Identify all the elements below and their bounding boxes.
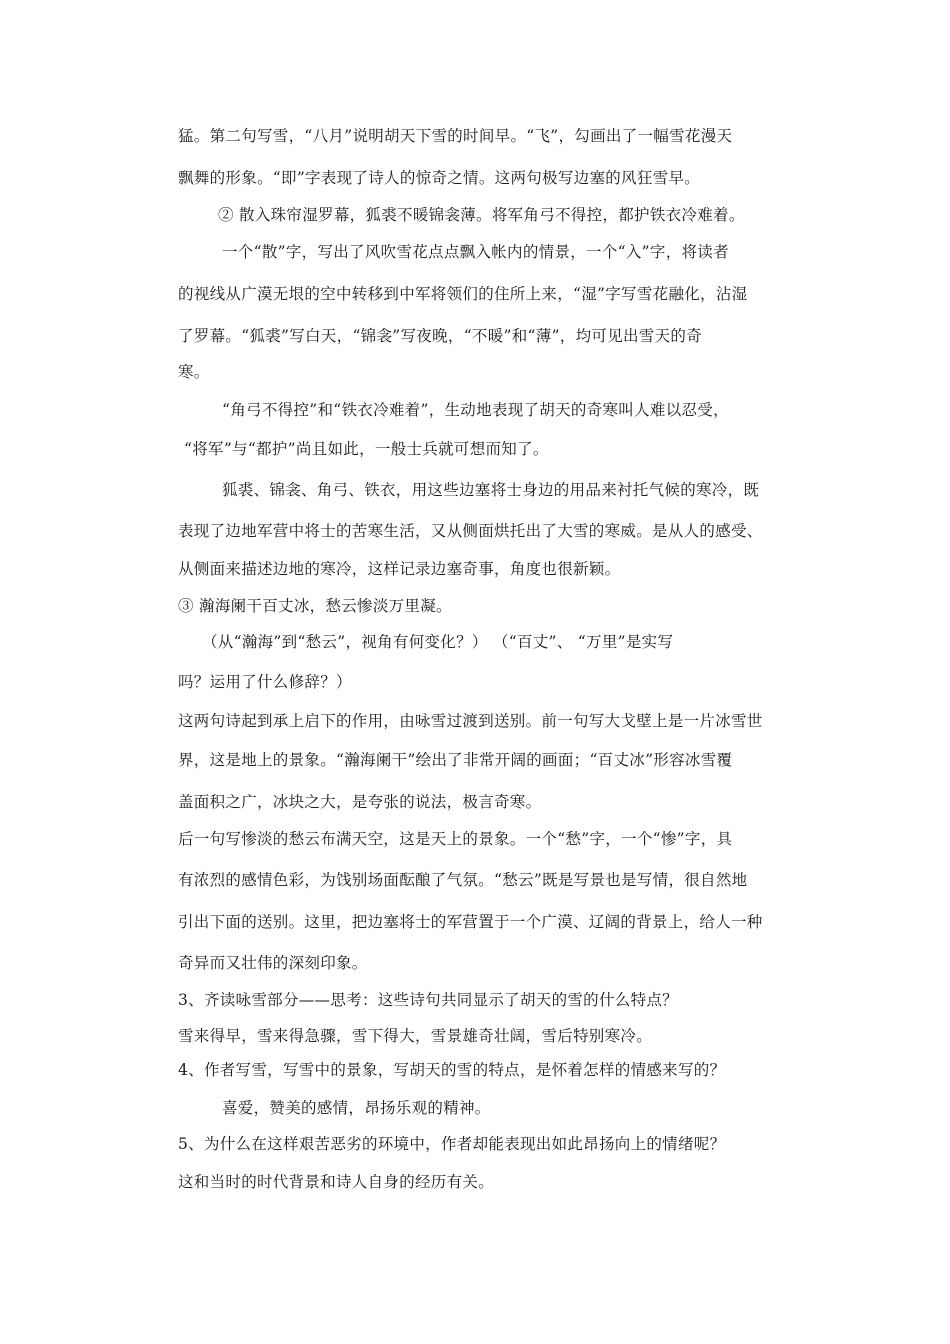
question-4: 4、作者写雪，写雪中的景象，写胡天的雪的特点，是怀着怎样的情感来写的？ (178, 1061, 726, 1079)
answer-3: 雪来得早，雪来得急骤，雪下得大，雪景雄奇壮阔，雪后特别寒冷。 (178, 1027, 653, 1045)
paragraph-line: 表现了边地军营中将士的苦寒生活，又从侧面烘托出了大雪的寒威。是从人的感受、 (178, 522, 763, 540)
question-line: 吗？运用了什么修辞？） (178, 673, 352, 691)
paragraph-line: 奇异而又壮伟的深刻印象。 (178, 954, 368, 972)
paragraph-line: 引出下面的送别。这里，把边塞将士的军营置于一个广漠、辽阔的背景上，给人一种 (178, 913, 763, 931)
paragraph-line: 后一句写惨淡的愁云布满天空，这是天上的景象。一个“愁”字，一个“惨”字，具 (178, 830, 733, 848)
paragraph-line: 寒。 (178, 363, 210, 381)
paragraph-line: 猛。第二句写雪，“八月”说明胡天下雪的时间早。“飞”，勾画出了一幅雪花漫天 (178, 127, 733, 145)
question-3: 3、齐读咏雪部分——思考：这些诗句共同显示了胡天的雪的什么特点？ (178, 991, 678, 1009)
paragraph-line: 一个“散”字，写出了风吹雪花点点飘入帐内的情景，一个“入”字，将读者 (222, 243, 729, 261)
poem-line-3: ③ 瀚海阑干百丈冰，愁云惨淡万里凝。 (178, 597, 452, 615)
paragraph-line: 盖面积之广，冰块之大，是夸张的说法，极言奇寒。 (178, 793, 542, 811)
paragraph-line: 狐裘、锦衾、角弓、铁衣，用这些边塞将士身边的用品来衬托气候的寒冷，既 (222, 481, 760, 499)
question-line: （从“瀚海”到“愁云”，视角有何变化？） （“百丈”、 “万里”是实写 (202, 633, 674, 651)
paragraph-line: “将军”与“都护”尚且如此，一般士兵就可想而知了。 (184, 440, 549, 458)
answer-4: 喜爱，赞美的感情，昂扬乐观的精神。 (222, 1099, 491, 1117)
paragraph-line: 从侧面来描述边地的寒冷，这样记录边塞奇事，角度也很新颖。 (178, 560, 621, 578)
paragraph-line: 这两句诗起到承上启下的作用，由咏雪过渡到送别。前一句写大戈壁上是一片冰雪世 (178, 712, 763, 730)
paragraph-line: 飘舞的形象。“即”字表现了诗人的惊奇之情。这两句极写边塞的风狂雪早。 (178, 169, 701, 187)
paragraph-line: 了罗幕。“狐裘”写白天，“锦衾”写夜晚，“不暖”和“薄”，均可见出雪天的奇 (178, 327, 702, 345)
question-5: 5、为什么在这样艰苦恶劣的环境中，作者却能表现出如此昂扬向上的情绪呢？ (178, 1135, 726, 1153)
paragraph-line: 的视线从广漠无垠的空中转移到中军将领们的住所上来，“湿”字写雪花融化，沾湿 (178, 285, 748, 303)
paragraph-line: “角弓不得控”和“铁衣冷难着”，生动地表现了胡天的奇寒叫人难以忍受， (222, 401, 729, 419)
paragraph-line: 有浓烈的感情色彩，为饯别场面酝酿了气氛。“愁云”既是写景也是写情，很自然地 (178, 871, 748, 889)
answer-5: 这和当时的时代背景和诗人自身的经历有关。 (178, 1173, 495, 1191)
poem-line-2: ② 散入珠帘湿罗幕，狐裘不暖锦衾薄。将军角弓不得控，都护铁衣冷难着。 (218, 206, 745, 224)
paragraph-line: 界，这是地上的景象。“瀚海阑干”绘出了非常开阔的画面；“百丈冰”形容冰雪覆 (178, 751, 733, 769)
